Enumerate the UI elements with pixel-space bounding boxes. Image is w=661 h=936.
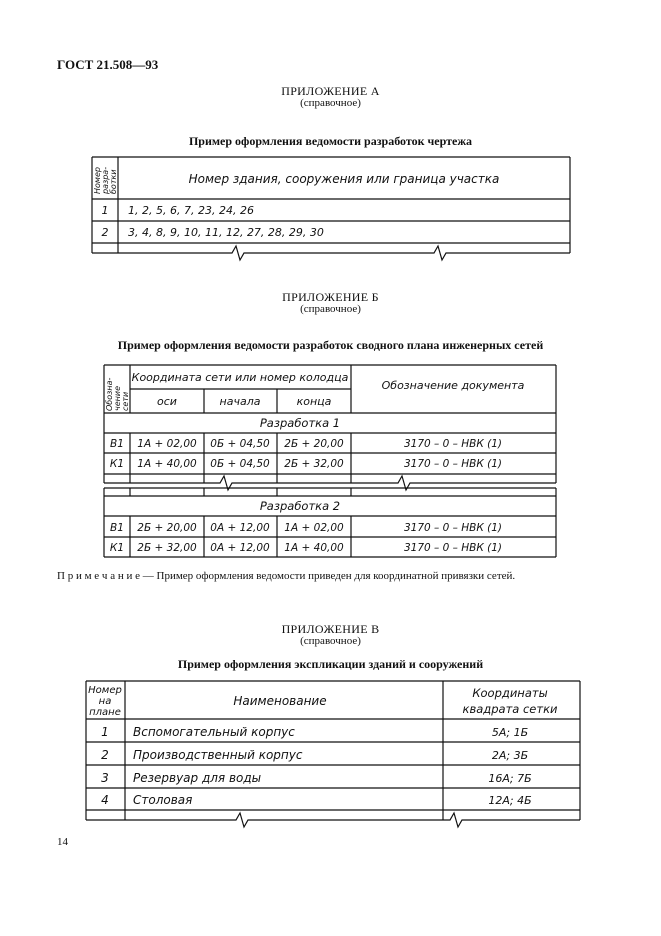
table-b-cell: 1А + 02,00 (284, 522, 344, 534)
table-c-col3-header-line: квадрата сетки (462, 702, 558, 716)
table-c-row-name: Резервуар для воды (133, 771, 262, 785)
table-b-cell: 0А + 12,00 (210, 522, 270, 534)
table-b-cell: 0А + 12,00 (210, 542, 270, 554)
table-b-group-header: Координата сети или номер колодца (131, 371, 349, 384)
table-a-row-num: 1 (101, 204, 109, 217)
table-a-col1-header-line: Номер (93, 167, 102, 194)
table-c-row-name: Вспомогательный корпус (133, 725, 295, 739)
table-a-row-value: 3, 4, 8, 9, 10, 11, 12, 27, 28, 29, 30 (128, 226, 324, 239)
table-c-col2-header: Наименование (233, 694, 327, 708)
table-b-cell: 1А + 40,00 (284, 542, 344, 554)
table-b-cell: 0Б + 04,50 (210, 458, 270, 470)
table-c-col3-header (463, 686, 559, 716)
table-b-cell: 1А + 02,00 (137, 438, 197, 450)
table-b-subheader-start: начала (219, 395, 261, 408)
page-number: 14 (57, 836, 68, 848)
appendix-b-caption: Пример оформления ведомости разработок сводного плана инженерных сетей (117, 338, 544, 352)
table-b-cell: 2Б + 20,00 (284, 438, 344, 450)
appendix-c-title: ПРИЛОЖЕНИЕ В (281, 622, 380, 636)
table-b-cell: 2Б + 32,00 (137, 542, 197, 554)
table-b-cell: В1 (110, 438, 124, 450)
appendix-c-ref: (справочное) (300, 635, 361, 647)
table-b-subheader-axis: оси (157, 395, 177, 408)
table-c-rows (101, 725, 531, 807)
table-b-cell: 3170 – 0 – НВК (1) (403, 542, 503, 554)
table-b-cell: 0Б + 04,50 (210, 438, 270, 450)
appendix-a-title: ПРИЛОЖЕНИЕ А (281, 84, 380, 98)
table-b-section-title: Разработка 2 (259, 499, 341, 513)
table-b-rows-2 (110, 522, 502, 554)
table-c-row-name: Столовая (133, 793, 193, 807)
table-a-col1-header-line: ботки (109, 169, 118, 194)
table-b-col1-header-line: Обозна- (105, 377, 114, 411)
document-code: ГОСТ 21.508—93 (57, 57, 159, 72)
table-b-cell: К1 (109, 458, 125, 470)
table-a-col1-header (93, 167, 118, 195)
table-c-col1-header-line: плане (89, 707, 121, 718)
table-c-row-num: 2 (101, 748, 109, 762)
table-b-col1-header-line: чение (113, 386, 122, 411)
table-b-cell: 3170 – 0 – НВК (1) (403, 438, 503, 450)
table-c-row-num: 4 (101, 793, 109, 807)
note-text: — Пример оформления ведомости приведен для координатной привязки сетей. (140, 570, 516, 582)
table-c-row-name: Производственный корпус (133, 748, 303, 762)
table-c-row-num: 3 (101, 771, 109, 785)
table-b-cell: К1 (109, 542, 125, 554)
table-a-col1-header-line: разра- (101, 166, 110, 194)
table-b-cell: 2Б + 32,00 (284, 458, 344, 470)
appendix-b-title: ПРИЛОЖЕНИЕ Б (282, 290, 379, 304)
table-a-col2-header: Номер здания, сооружения или граница участка (188, 172, 500, 186)
table-b-rows-1 (110, 438, 502, 470)
appendix-c-caption: Пример оформления экспликации зданий и сооружений (177, 657, 484, 671)
table-c-row-coords: 16А; 7Б (488, 772, 532, 785)
table-c-col1-header (88, 685, 122, 718)
table-c-col3-header-line: Координаты (472, 686, 548, 700)
table-b-cell: 2Б + 20,00 (137, 522, 197, 534)
table-b-cell: 1А + 40,00 (137, 458, 197, 470)
table-b-cell: 3170 – 0 – НВК (1) (403, 522, 503, 534)
note-label: П р и м е ч а н и е (57, 570, 140, 582)
table-b-col1-header (105, 377, 130, 411)
table-c-row-coords: 2А; 3Б (491, 749, 529, 762)
table-b-subheader-end: конца (296, 395, 332, 408)
table-b-section-title: Разработка 1 (259, 416, 341, 430)
note-paragraph (57, 570, 617, 582)
table-c-row-coords: 12А; 4Б (488, 794, 532, 807)
table-c-col1-header-line: Номер (88, 685, 122, 696)
table-a-row-value: 1, 2, 5, 6, 7, 23, 24, 26 (128, 204, 254, 217)
appendix-a-ref: (справочное) (300, 97, 361, 109)
table-c-row-num: 1 (101, 725, 109, 739)
table-c-row-coords: 5А; 1Б (491, 726, 529, 739)
appendix-b-ref: (справочное) (300, 303, 361, 315)
table-c-col1-header-line: на (98, 696, 112, 707)
appendix-a-caption: Пример оформления ведомости разработок чертежа (188, 134, 473, 148)
table-b-cell: 3170 – 0 – НВК (1) (403, 458, 503, 470)
table-b-col1-header-line: сети (121, 391, 130, 411)
table-b-doc-header: Обозначение документа (381, 379, 525, 392)
table-b-cell: В1 (110, 522, 124, 534)
table-a-row-num: 2 (101, 226, 109, 239)
